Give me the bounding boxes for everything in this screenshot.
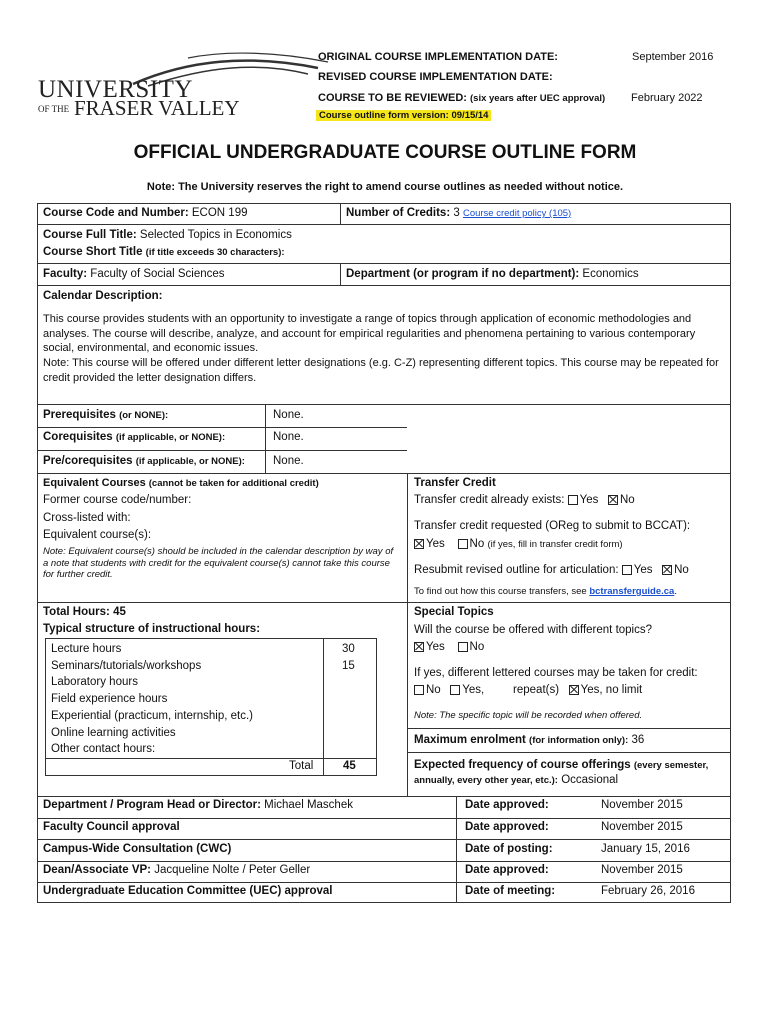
transfer-requested-label: Transfer credit requested (OReg to submit to BCCAT): xyxy=(414,520,691,532)
total-hours-field xyxy=(43,606,126,618)
maximum-enrolment-field xyxy=(414,734,644,746)
max-enrolment-label: Maximum enrolment xyxy=(414,734,526,746)
frequency-value: Occasional xyxy=(561,774,619,786)
lettered-yes-label: Yes, xyxy=(462,684,485,696)
transfer-requested-no-checkbox[interactable] xyxy=(458,539,468,549)
lettered-repeat-label: repeat(s) xyxy=(513,684,560,696)
precorequisites-value: None. xyxy=(273,455,304,467)
transfer-exists-row xyxy=(414,494,635,506)
department-value: Economics xyxy=(582,268,639,280)
credits-label: Number of Credits: xyxy=(346,207,451,219)
approval-row xyxy=(43,885,332,897)
hours-row-value: 30 xyxy=(342,643,355,655)
approval-date-label: Date approved: xyxy=(465,864,549,876)
prereq-label-text: Prerequisites xyxy=(43,409,116,421)
equivalent-label-note: (cannot be taken for additional credit) xyxy=(148,478,319,489)
prereq-label-note: (or NONE): xyxy=(119,410,169,421)
coreq-label-text: Corequisites xyxy=(43,431,113,443)
prerequisites-value: None. xyxy=(273,409,304,421)
frequency-label: Expected frequency of course offerings xyxy=(414,759,631,771)
course-code-label: Course Code and Number: xyxy=(43,207,189,219)
transfer-credit-label: Transfer Credit xyxy=(414,477,496,489)
frequency-note2: annually, every other year, etc.): xyxy=(414,775,558,786)
precoreq-label-note: (if applicable, or NONE): xyxy=(135,456,245,467)
hours-total-label: Total xyxy=(289,760,314,772)
review-date-label xyxy=(318,92,605,104)
faculty-field xyxy=(43,268,225,280)
approval-row xyxy=(43,821,180,833)
approval-date-value: February 26, 2016 xyxy=(601,885,695,897)
original-date-label: ORIGINAL COURSE IMPLEMENTATION DATE: xyxy=(318,51,558,63)
course-code-field xyxy=(43,207,248,219)
hours-row-label: Experiential (practicum, internship, etc.) xyxy=(51,709,253,722)
lettered-no-checkbox[interactable] xyxy=(414,685,424,695)
approval-label: Faculty Council approval xyxy=(43,821,180,833)
resubmit-no-label: No xyxy=(674,564,689,576)
department-field xyxy=(346,268,639,280)
coreq-label-note: (if applicable, or NONE): xyxy=(115,432,226,443)
precorequisites-label xyxy=(43,455,245,467)
approval-date-value: November 2015 xyxy=(601,864,683,876)
approval-person: Michael Maschek xyxy=(264,799,353,811)
special-topics-note: Note: The specific topic will be recorded when offered. xyxy=(414,710,643,721)
lettered-nolimit-label: Yes, no limit xyxy=(580,684,643,696)
cross-listed-with: Cross-listed with: xyxy=(43,512,131,524)
full-title-field xyxy=(43,229,292,241)
corequisites-label xyxy=(43,431,225,443)
corequisites-value: None. xyxy=(273,431,304,443)
special-topics-label: Special Topics xyxy=(414,606,494,618)
logo-text-of-the: OF THE xyxy=(38,104,70,114)
short-title-note: (if title exceeds 30 characters): xyxy=(145,247,285,258)
short-title-label: Course Short Title xyxy=(43,246,143,258)
lettered-no-label: No xyxy=(426,684,441,696)
total-hours-value: 45 xyxy=(113,606,126,618)
approval-label: Department / Program Head or Director: xyxy=(43,799,261,811)
approval-date-value: January 15, 2016 xyxy=(601,843,690,855)
logo-text-fraser-valley: FRASER VALLEY xyxy=(74,96,240,120)
equivalent-courses: Equivalent course(s): xyxy=(43,529,152,541)
resubmit-no-checkbox[interactable] xyxy=(662,565,672,575)
hours-total-value: 45 xyxy=(343,760,356,772)
form-version-badge: Course outline form version: 09/15/14 xyxy=(316,110,491,121)
resubmit-label: Resubmit revised outline for articulation: xyxy=(414,564,619,576)
calendar-description-note: Note: This course will be offered under different letter designations (e.g. C-Z) representing different topics. This course may be repeated for credit provided the letter designation differs. xyxy=(43,357,719,384)
revised-date-label: REVISED COURSE IMPLEMENTATION DATE: xyxy=(318,71,553,83)
resubmit-yes-checkbox[interactable] xyxy=(622,565,632,575)
short-title-field xyxy=(43,246,285,258)
special-yes-checkbox[interactable] xyxy=(414,642,424,652)
transfer-requested-yes-label: Yes xyxy=(426,538,445,550)
special-no-checkbox[interactable] xyxy=(458,642,468,652)
transfer-exists-label: Transfer credit already exists: xyxy=(414,494,565,506)
full-title-value: Selected Topics in Economics xyxy=(139,229,292,241)
approval-person: Jacqueline Nolte / Peter Geller xyxy=(154,864,311,876)
review-label-note: (six years after UEC approval) xyxy=(470,93,606,104)
transfer-guide-text: To find out how this course transfers, see xyxy=(414,586,587,597)
hours-row-label: Laboratory hours xyxy=(51,676,138,689)
former-course-code: Former course code/number: xyxy=(43,494,192,506)
lettered-courses-options xyxy=(414,684,642,696)
transfer-exists-yes-label: Yes xyxy=(579,494,599,506)
hours-row-label: Online learning activities xyxy=(51,726,176,739)
transfer-guide-row xyxy=(414,586,677,597)
transfer-requested-note: (if yes, fill in transfer credit form) xyxy=(487,539,623,550)
approval-row xyxy=(43,799,353,811)
lettered-nolimit-checkbox[interactable] xyxy=(569,685,579,695)
amend-notice: Note: The University reserves the right to amend course outlines as needed without notice. xyxy=(146,181,624,193)
logo-text-university: UNIVERSITY xyxy=(38,76,193,103)
transfer-exists-no-checkbox[interactable] xyxy=(608,495,618,505)
frequency-note1: (every semester, xyxy=(633,760,709,771)
max-enrolment-value: 36 xyxy=(631,734,645,746)
transfer-guide-period: . xyxy=(674,586,677,597)
course-code-value: ECON 199 xyxy=(191,207,248,219)
hours-row-label: Field experience hours xyxy=(51,693,168,706)
frequency-label-row1 xyxy=(414,759,708,771)
equivalent-label-text: Equivalent Courses xyxy=(43,477,146,489)
lettered-yes-checkbox[interactable] xyxy=(450,685,460,695)
approval-row xyxy=(43,864,310,876)
typical-structure-label: Typical structure of instructional hours: xyxy=(43,623,261,635)
frequency-label-row2 xyxy=(414,774,618,786)
hours-row-label: Seminars/tutorials/workshops xyxy=(51,659,202,672)
approval-date-value: November 2015 xyxy=(601,799,683,811)
university-logo xyxy=(38,58,248,128)
approval-date-label: Date of posting: xyxy=(465,843,553,855)
page-title: OFFICIAL UNDERGRADUATE COURSE OUTLINE FORM xyxy=(133,142,637,163)
transfer-requested-row xyxy=(414,538,623,550)
hours-row-label: Lecture hours xyxy=(51,643,122,655)
special-topics-question: Will the course be offered with different topics? xyxy=(414,624,653,636)
approval-date-label: Date approved: xyxy=(465,799,549,811)
max-enrolment-note: (for information only): xyxy=(529,735,629,746)
original-date-value: September 2016 xyxy=(632,51,714,63)
equivalent-courses-label xyxy=(43,477,319,489)
special-yes-label: Yes xyxy=(426,641,445,653)
special-topics-options xyxy=(414,641,484,653)
calendar-description-text: This course provides students with an opportunity to investigate a range of topics through application of economic methodologies and analyses. The course will describe, analyze, and account for empirical regularities and phenomena pertaining to various contemporary social, environmental, and economic issues. xyxy=(43,313,696,354)
transfer-exists-no-label: No xyxy=(619,494,635,506)
lettered-courses-question: If yes, different lettered courses may be taken for credit: xyxy=(414,667,698,679)
transfer-exists-yes-checkbox[interactable] xyxy=(568,495,578,505)
equivalent-note: Note: Equivalent course(s) should be included in the calendar description by way of a note that students with credit for the equivalent course(s) cannot take this course for further credit. xyxy=(43,546,394,580)
hours-row-value: 15 xyxy=(342,659,355,672)
review-date-value: February 2022 xyxy=(631,92,703,104)
credits-field xyxy=(346,207,571,219)
department-label: Department (or program if no department): xyxy=(346,268,580,280)
hours-row-label: Other contact hours: xyxy=(51,743,156,756)
review-label-text: COURSE TO BE REVIEWED: xyxy=(318,92,467,104)
calendar-description-label: Calendar Description: xyxy=(43,290,163,302)
prerequisites-label xyxy=(43,409,168,421)
transfer-requested-no-label: No xyxy=(469,538,485,550)
approval-label: Dean/Associate VP: xyxy=(43,864,152,876)
faculty-value: Faculty of Social Sciences xyxy=(90,268,225,280)
hours-table xyxy=(45,638,377,776)
full-title-label: Course Full Title: xyxy=(43,229,137,241)
faculty-label: Faculty: xyxy=(43,268,88,280)
transfer-guide-link[interactable]: bctransferguide.ca xyxy=(589,586,675,597)
transfer-requested-yes-checkbox[interactable] xyxy=(414,539,424,549)
resubmit-row xyxy=(414,564,689,576)
precoreq-label-text: Pre/corequisites xyxy=(43,455,133,467)
total-hours-label: Total Hours: xyxy=(43,606,110,618)
approval-date-value: November 2015 xyxy=(601,821,683,833)
credits-value: 3 xyxy=(453,207,460,219)
approval-date-label: Date approved: xyxy=(465,821,549,833)
resubmit-yes-label: Yes xyxy=(633,564,653,576)
approval-label: Campus-Wide Consultation (CWC) xyxy=(43,843,232,855)
approval-label: Undergraduate Education Committee (UEC) approval xyxy=(43,885,333,897)
credit-policy-link[interactable]: Course credit policy (105) xyxy=(462,208,572,219)
approval-date-label: Date of meeting: xyxy=(465,885,556,897)
special-no-label: No xyxy=(469,641,485,653)
approval-row xyxy=(43,843,231,855)
